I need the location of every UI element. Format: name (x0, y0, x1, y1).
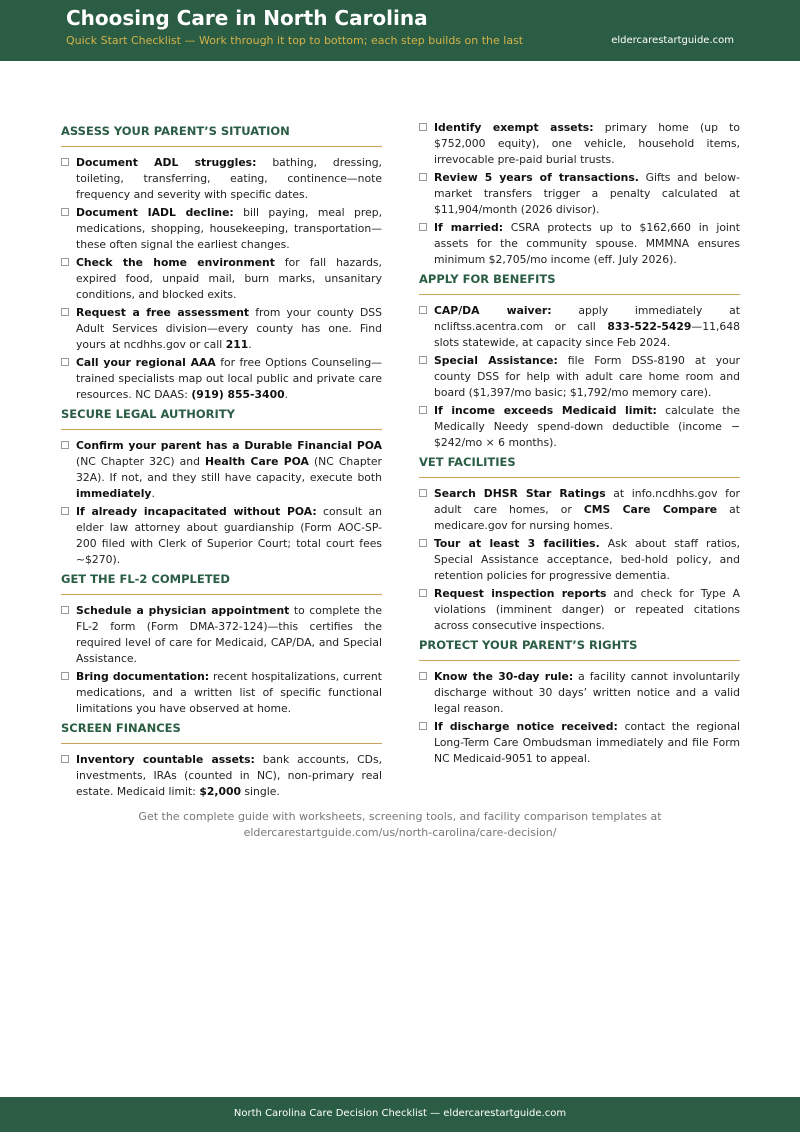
item-text: —11,648 slots statewide, at capacity since Feb 2024. (434, 320, 740, 349)
checklist-item (419, 303, 740, 351)
section-title: APPLY FOR BENEFITS (419, 272, 740, 295)
checklist-section (61, 407, 382, 568)
checklist-section (419, 120, 740, 268)
checkbox[interactable] (419, 173, 427, 181)
checkbox[interactable] (419, 223, 427, 231)
checklist-item (419, 403, 740, 451)
section-title: SCREEN FINANCES (61, 721, 382, 744)
item-text: CSRA protects up to $162,660 in joint assets for the community spouse. MMMNA ensures minimum $2,705/mo income (eff. July 2026). (434, 221, 740, 266)
checklist-item (419, 669, 740, 717)
checklist-section (419, 272, 740, 451)
checkbox[interactable] (419, 356, 427, 364)
item-emphasis: If income exceeds Medicaid limit: (434, 404, 657, 417)
checklist-item (419, 586, 740, 634)
guide-note-text: Get the complete guide with worksheets, screening tools, and facility comparison templates at (138, 810, 662, 823)
checkbox[interactable] (419, 406, 427, 414)
item-emphasis: Tour at least 3 facilities. (434, 537, 600, 550)
section-title: ASSESS YOUR PARENT’S SITUATION (61, 124, 382, 147)
item-emphasis: 833-522-5429 (607, 320, 692, 333)
item-text: for free Options Counseling—trained specialists map out local public and private care resources. NC DAAS: (76, 356, 382, 401)
item-emphasis: Schedule a physician appointment (76, 604, 290, 617)
checklist-item (419, 220, 740, 268)
checklist-item (419, 719, 740, 767)
item-text: calculate the Medically Needy spend-down deductible (income − $242/mo × 6 months). (434, 404, 741, 449)
item-emphasis: If married: (434, 221, 504, 234)
checklist-item (419, 486, 740, 534)
checkbox[interactable] (61, 308, 69, 316)
item-emphasis: Special Assistance: (434, 354, 558, 367)
item-text: primary home (up to $752,000 equity), one vehicle, household items, irrevocable pre-paid burial trusts. (434, 121, 740, 166)
checklist-item (419, 353, 740, 401)
item-emphasis: Identify exempt assets: (434, 121, 594, 134)
item-text: bill paying, meal prep, medications, shopping, housekeeping, transportation—these often signal the earliest changes. (76, 206, 382, 251)
item-text: apply immediately at ncliftss.acentra.com or call (434, 304, 740, 333)
checklist-column-right (419, 120, 740, 769)
item-text: for fall hazards, expired food, unpaid mail, burn marks, unsanitary conditions, and blocked exits. (76, 256, 382, 301)
item-text: bathing, dressing, toileting, transferring, eating, continence—note frequency and severity with specific dates. (76, 156, 382, 201)
item-text: Gifts and below-market transfers trigger a penalty calculated at $11,904/month (2026 divisor). (434, 171, 740, 216)
checkbox[interactable] (419, 589, 427, 597)
checklist-item (61, 155, 382, 203)
item-text: from your county DSS Adult Services division—every county has one. Find yours at ncdhhs.gov or call (76, 306, 382, 351)
item-text: at medicare.gov for nursing homes. (434, 503, 740, 532)
item-text: Ask about staff ratios, Special Assistance acceptance, bed-hold policy, and retention policies for progressive dementia. (434, 537, 740, 582)
item-emphasis: Health Care POA (204, 455, 309, 468)
item-text: (NC Chapter 32A). If not, and they still have capacity, execute both (76, 455, 382, 484)
item-emphasis: Check the home environment (76, 256, 275, 269)
item-emphasis: Call your regional AAA (76, 356, 216, 369)
checklist-item (61, 355, 382, 403)
guide-link[interactable]: eldercarestartguide.com/us/north-carolina/care-decision/ (243, 826, 557, 839)
checkbox[interactable] (61, 208, 69, 216)
checklist-item (419, 536, 740, 584)
checklist-item (61, 752, 382, 800)
page-header (0, 0, 800, 61)
item-text: . (248, 338, 252, 351)
page-title: Choosing Care in North Carolina (66, 6, 428, 30)
guide-note (0, 809, 800, 841)
page-subtitle: Quick Start Checklist — Work through it top to bottom; each step builds on the last (66, 34, 524, 47)
item-text: contact the regional Long-Term Care Ombudsman immediately and file Form NC Medicaid-9051 to appeal. (434, 720, 741, 765)
item-text: and check for Type A violations (imminent danger) or repeated citations across consecutive inspections. (434, 587, 740, 632)
section-title: VET FACILITIES (419, 455, 740, 478)
checklist-item (61, 504, 382, 568)
header-site-link[interactable]: eldercarestartguide.com (611, 35, 734, 46)
checkbox[interactable] (61, 158, 69, 166)
checklist-item (61, 669, 382, 717)
item-text: recent hospitalizations, current medications, and a written list of specific functional limitations you have observed at home. (76, 670, 382, 715)
item-emphasis: CAP/DA waiver: (434, 304, 552, 317)
item-emphasis: 211 (225, 338, 249, 351)
item-emphasis: Bring documentation: (76, 670, 210, 683)
item-text: (NC Chapter 32C) and (76, 455, 205, 468)
checkbox[interactable] (61, 755, 69, 763)
item-emphasis: (919) 855-3400 (191, 388, 285, 401)
checklist-section (61, 721, 382, 800)
item-text: file Form DSS-8190 at your county DSS for help with adult care home room and board ($1,397/mo basic; $1,792/mo memory care). (434, 354, 740, 399)
item-emphasis: Document ADL struggles: (76, 156, 257, 169)
item-emphasis: Search DHSR Star Ratings (434, 487, 606, 500)
checkbox[interactable] (61, 672, 69, 680)
checklist-section (419, 455, 740, 634)
item-text: . (284, 388, 289, 401)
checkbox[interactable] (61, 507, 69, 515)
checkbox[interactable] (419, 722, 427, 730)
item-text: at info.ncdhhs.gov for adult care homes, or (434, 487, 740, 516)
checkbox[interactable] (419, 672, 427, 680)
checklist-section (61, 572, 382, 717)
checklist-item (61, 255, 382, 303)
item-text: a facility cannot involuntarily discharge without 30 days’ written notice and a valid legal reason. (434, 670, 740, 715)
item-emphasis: If discharge notice received: (434, 720, 618, 733)
item-emphasis: CMS Care Compare (583, 503, 718, 516)
checkbox[interactable] (61, 441, 69, 449)
checkbox[interactable] (61, 258, 69, 266)
checklist-column-left (61, 120, 382, 802)
item-emphasis: Know the 30-day rule: (434, 670, 574, 683)
item-emphasis: immediately (76, 487, 152, 500)
checklist-section (419, 638, 740, 767)
item-text: single. (241, 785, 280, 798)
item-text: . (151, 487, 155, 500)
item-emphasis: Request inspection reports (434, 587, 607, 600)
item-emphasis: Document IADL decline: (76, 206, 234, 219)
section-title: SECURE LEGAL AUTHORITY (61, 407, 382, 430)
section-title: PROTECT YOUR PARENT’S RIGHTS (419, 638, 740, 661)
item-emphasis: Inventory countable assets: (76, 753, 255, 766)
checklist-item (419, 170, 740, 218)
item-text: to complete the FL-2 form (Form DMA-372-124)—this certifies the required level of care for Medicaid, CAP/DA, and Special Assistance. (76, 604, 382, 665)
checklist-item (61, 603, 382, 667)
item-text: bank accounts, CDs, investments, IRAs (counted in NC), non-primary real estate. Medicaid limit: (76, 753, 382, 798)
checkbox[interactable] (419, 489, 427, 497)
item-emphasis: Review 5 years of transactions. (434, 171, 639, 184)
checklist-item (419, 120, 740, 168)
checklist-section (61, 124, 382, 403)
section-title: GET THE FL-2 COMPLETED (61, 572, 382, 595)
item-emphasis: $2,000 (199, 785, 241, 798)
item-emphasis: Confirm your parent has a Durable Financial POA (76, 439, 382, 452)
item-emphasis: Request a free assessment (76, 306, 250, 319)
checklist-item (61, 205, 382, 253)
checkbox[interactable] (419, 123, 427, 131)
checkbox[interactable] (61, 606, 69, 614)
checklist-item (61, 438, 382, 502)
item-text: consult an elder law attorney about guardianship (Form AOC-SP-200 filed with Clerk of Superior Court; total court fees ~$270). (76, 505, 382, 566)
item-emphasis: If already incapacitated without POA: (76, 505, 317, 518)
page-footer: North Carolina Care Decision Checklist — eldercarestartguide.com (0, 1097, 800, 1132)
checkbox[interactable] (419, 539, 427, 547)
checkbox[interactable] (61, 358, 69, 366)
checkbox[interactable] (419, 306, 427, 314)
checklist-item (61, 305, 382, 353)
